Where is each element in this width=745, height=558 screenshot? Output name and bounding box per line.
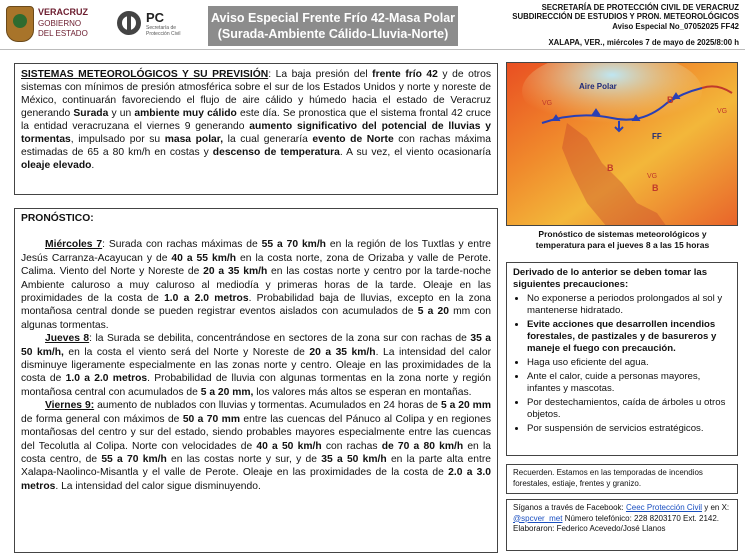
systems-text-9: .: [91, 160, 95, 171]
forecast-section: [14, 208, 498, 553]
systems-bold-3: ambiente muy cálido: [134, 108, 237, 119]
aviso-number: Aviso Especial No_07052025 FF42: [612, 21, 739, 31]
systems-bold-7: descenso de temperatura: [212, 147, 340, 158]
thu-text-2: en la costa el viento será del Norte y Noreste de: [63, 346, 310, 358]
systems-text-7: con rachas máxima estimadas de 65 a 80 km/h en costas y: [21, 134, 491, 158]
wed-text-5: . Probabilidad baja de lluvias, excepto en la zona montañosa central donde se pueden registrar eventos aislados con acumulados de: [21, 293, 492, 318]
veracruz-logo-line1: GOBIERNO: [38, 19, 82, 28]
systems-text-1: : La baja presión del: [268, 69, 373, 80]
place-label: XALAPA, VER.,: [548, 38, 605, 47]
veracruz-logo-name: VERACRUZ: [38, 7, 89, 17]
day-thursday: Jueves 8: [45, 333, 90, 345]
pc-logo-subtitle: [146, 25, 191, 37]
systems-text-8: . A su vez, el viento ocasionaría: [339, 147, 491, 158]
follow-us-section: [506, 499, 738, 551]
coat-of-arms-icon: [6, 6, 34, 42]
day-wednesday: Miércoles 7: [45, 239, 103, 251]
fri-text-8: . La intensidad del calor sigue disminuyendo.: [55, 480, 261, 492]
fri-text-5: en la costa centro, de: [21, 440, 491, 465]
fri-text-3: entre las cuencas del Pánuco al Colipa y en regiones montañosas del centro y sur del estado, siendo probables mayores especialmente entre las cuencas del Tecolutla al Colipa. Norte con velocidades de: [21, 413, 491, 452]
fri-bold-3: 40 a 50 km/h: [256, 440, 322, 452]
agency-department: SUBDIRECCIÓN DE ESTUDIOS Y PRON. METEOROLÓGICOS: [512, 12, 739, 22]
wed-bold-4: 1.0 a 2.0 metros: [164, 293, 249, 305]
precautions-list: [513, 293, 731, 435]
aire-polar-label: Aire Polar: [579, 82, 617, 91]
wed-text-4: en las costas norte y centro por la tarde-noche Ambiente caluroso a muy caluroso al mediodía y primeras horas de la tarde. Oleaje en las proximidades de la costa de: [21, 266, 491, 305]
precaution-item: • Evite acciones que desarrollen incendios forestales, de pastizales y de basureros y maneje el fuego con precaución.: [527, 319, 731, 355]
thu-text-3: . La intensidad del calor disminuye ligeramente especialmente en las zonas norte y centro. Oleaje en las proximidades de la costa de: [21, 346, 492, 385]
date-text: miércoles 7 de mayo de 2025/8:00 h: [606, 38, 739, 47]
veracruz-logo-line2: DEL ESTADO: [38, 29, 88, 38]
forecast-thursday: [21, 332, 491, 399]
forecast-wednesday: [21, 238, 491, 332]
precautions-section: [506, 262, 738, 456]
fri-bold-4: de 70 a 80 km/h: [381, 440, 464, 452]
agency-info: [459, 3, 739, 31]
systems-text-4: este día. Se pronostica que el sistema frontal 42 cruce la entidad veracruzana el viernes 9 generando: [21, 108, 491, 132]
vg-label-2: VG: [717, 108, 728, 115]
season-reminder: Recuerden. Estamos en las temporadas de incendios forestales, estiaje, frentes y granizo.: [506, 464, 738, 494]
alert-subtitle: (Surada-Ambiente Cálido-Lluvia-Norte): [217, 27, 449, 41]
pc-logo-line1: Secretaría de: [146, 25, 177, 31]
wed-text-2: en la región de los Tuxtlas y entre Jesús Carranza-Acayucan y de: [21, 239, 492, 264]
fri-bold-5: 55 a 70 km/h: [101, 453, 167, 465]
systems-text-2: y de otros sistemas con mínimos de presión atmosférica sobre el sur de los Estados Unidos y norte y noreste de México, continuarán favoreciendo el flujo de aire cálido y húmedo hacia el estado de Veracruz generando: [21, 69, 491, 119]
low-pressure-label-1: B: [667, 95, 674, 105]
thu-text-5: los valores más altos se esperan en montañas.: [253, 386, 472, 398]
systems-text-5: , impulsado por su: [70, 134, 165, 145]
weather-forecast-map: [506, 62, 738, 226]
wed-text-3: en la costa norte, zona de Orizaba y valle de Perote. Calima. Viento del Norte y Noreste de: [21, 252, 492, 278]
meteorological-systems-section: [14, 63, 498, 195]
wed-bold-5: 5 a 20: [417, 306, 449, 318]
follow-text-1: Síganos a través de Facebook:: [513, 503, 626, 512]
systems-bold-2: Surada: [73, 108, 109, 119]
systems-bold-6: evento de Norte: [312, 134, 394, 145]
fri-bold-7: 2.0 a 3.0 metros: [21, 467, 492, 492]
day-friday: Viernes 9:: [45, 400, 95, 412]
civil-protection-emblem-icon: [116, 8, 142, 38]
pc-logo-name: PC: [146, 10, 165, 25]
fri-text-6: en las costas norte y sur, y de: [166, 453, 322, 465]
wed-bold-1: 55 a 70 km/h: [261, 239, 326, 251]
systems-bold-4: aumento significativo del potencial de lluvias y tormentas: [21, 121, 491, 145]
forecast-friday: [21, 399, 491, 493]
systems-bold-5: masa polar,: [164, 134, 224, 145]
fri-text-7: en la parte alta entre Xalapa-Naolinco-Misantla y el valle de Perote. Oleaje en las proximidades de la costa de: [21, 453, 491, 479]
header-divider: [0, 49, 745, 50]
fri-bold-2: 50 a 70 mm: [182, 413, 240, 425]
wed-text-1: : Surada con rachas máximas de: [102, 239, 262, 251]
fri-bold-1: 5 a 20 mm: [440, 400, 491, 412]
weather-map-graphic: [507, 63, 738, 226]
fri-bold-6: 35 a 50 km/h: [321, 453, 387, 465]
proteccion-civil-logo: [116, 8, 196, 42]
precaution-item: • Por suspensión de servicios estratégicos.: [527, 423, 731, 435]
pc-logo-line2: Protección Civil: [146, 31, 181, 37]
precaution-item: • No exponerse a periodos prolongados al sol y mantenerse hidratado.: [527, 293, 731, 317]
systems-text-3: y un: [108, 108, 135, 119]
ff-label: FF: [652, 132, 662, 141]
follow-text-2: y en X:: [702, 503, 730, 512]
vg-label-1: VG: [542, 100, 553, 107]
systems-bold-8: oleaje elevado: [21, 160, 92, 171]
authors-text: Elaboraron: Federico Acevedo/José Llanos: [513, 524, 666, 533]
thu-bold-3: 1.0 a 2.0 metros: [65, 373, 148, 385]
systems-heading: SISTEMAS METEOROLÓGICOS Y SU PREVISIÓN: [21, 69, 269, 80]
veracruz-logo: [4, 4, 96, 44]
follow-us-text: [513, 503, 731, 524]
fri-text-2: de forma general con máximos de: [21, 413, 183, 425]
wed-bold-2: 40 a 55 km/h: [171, 252, 237, 264]
thu-bold-4: 5 a 20 mm,: [200, 386, 254, 398]
issue-date: [548, 38, 739, 47]
low-pressure-label-2: B: [607, 163, 614, 173]
precaution-item: • Ante el calor, cuide a personas mayores, infantes y mascotas.: [527, 371, 731, 395]
phone-text: Número telefónico: 228 8203170 Ext. 2142.: [562, 513, 720, 523]
alert-title: Aviso Especial Frente Frío 42-Masa Polar: [210, 11, 456, 25]
systems-bold-1: frente frío 42: [372, 69, 438, 80]
precaution-item: • Por destechamientos, caída de árboles u otros objetos.: [527, 397, 731, 421]
fri-text-1: aumento de nublados con lluvias y tormentas. Acumulados en 24 horas de: [94, 400, 441, 412]
veracruz-logo-subtitle: [38, 19, 88, 39]
thu-bold-2: 20 a 35 km/h: [309, 346, 376, 358]
systems-paragraph: [21, 68, 491, 172]
low-pressure-label-3: B: [652, 183, 659, 193]
systems-text-6: la cual generaría: [223, 134, 313, 145]
x-account-link[interactable]: @spcver_met: [513, 513, 563, 523]
facebook-link[interactable]: Ceec Protección Civil: [625, 503, 702, 512]
thu-text-4: . Probabilidad de lluvia con algunas tormentas en la zona norte y región montañosa central con acumulados de: [21, 373, 491, 398]
alert-title-banner: [208, 6, 458, 46]
precaution-item: • Haga uso eficiente del agua.: [527, 357, 731, 369]
wed-text-6: mm con algunas tormentas.: [21, 306, 492, 331]
thu-bold-1: 35 a 50 km/h,: [21, 333, 491, 358]
map-caption: Pronóstico de sistemas meteorológicos y temperatura para el jueves 8 a las 15 horas: [535, 229, 710, 250]
agency-name: SECRETARÍA DE PROTECCIÓN CIVIL DE VERACRUZ: [541, 3, 739, 12]
forecast-heading: PRONÓSTICO:: [21, 213, 94, 224]
thu-text-1: : la Surada se debilita, concentrándose en sectores de la zona sur con rachas de: [89, 333, 471, 345]
wed-bold-3: 20 a 35 km/h: [203, 266, 268, 278]
vg-label-3: VG: [647, 173, 658, 180]
fri-text-4: con rachas: [321, 440, 382, 452]
precautions-heading: Derivado de lo anterior se deben tomar las siguientes precauciones:: [513, 267, 708, 290]
